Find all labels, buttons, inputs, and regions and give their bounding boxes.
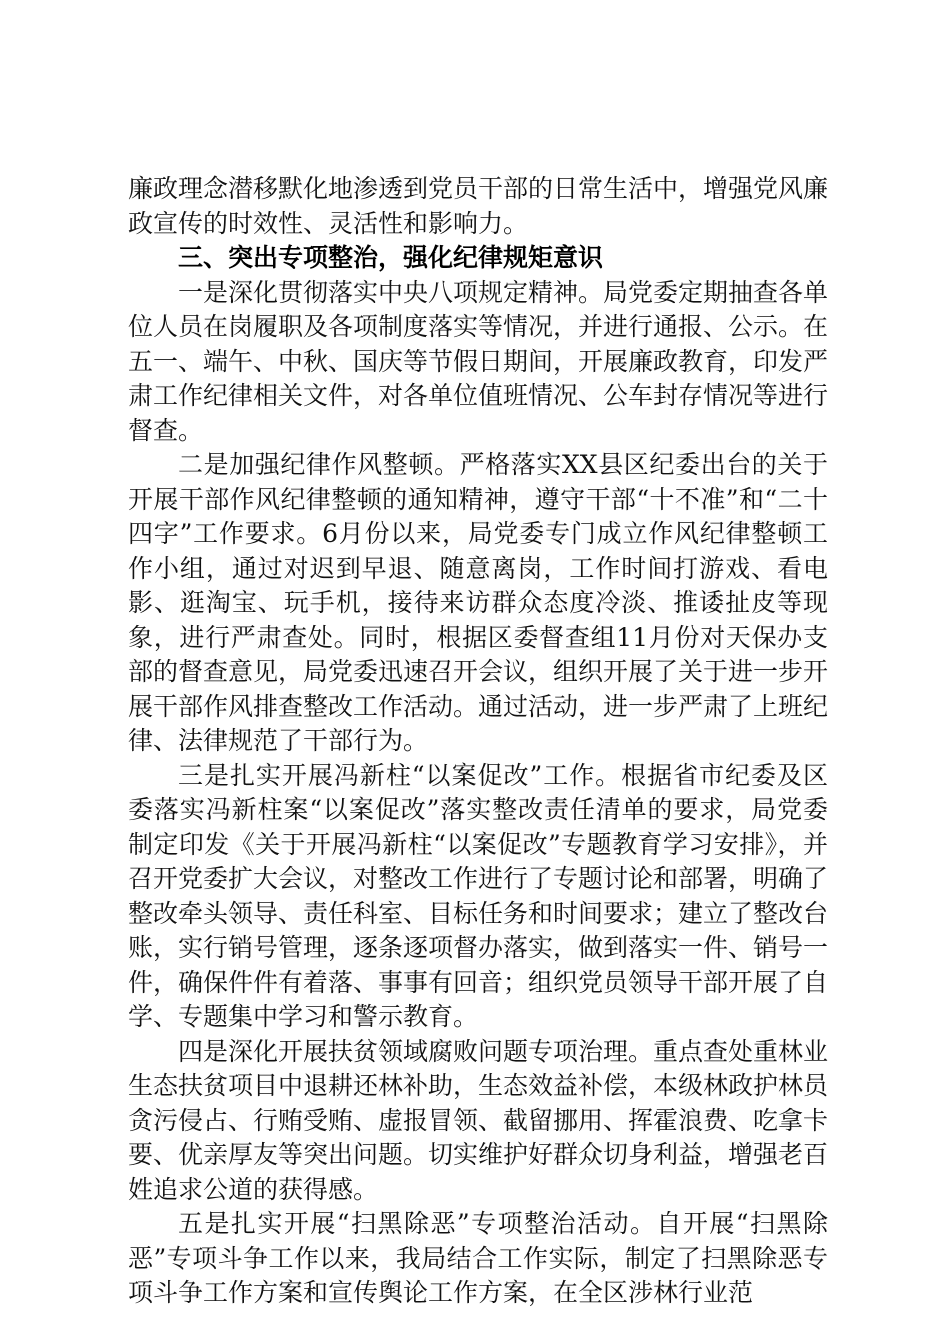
document-body (128, 172, 828, 1311)
paragraph-5: 五是扎实开展“扫黑除恶”专项整治活动。自开展“扫黑除恶”专项斗争工作以来，我局结合工作实际，制定了扫黑除恶专项斗争工作方案和宣传舆论工作方案，在全区涉林行业范 (128, 1209, 828, 1307)
paragraph-4: 四是深化开展扶贫领域腐败问题专项治理。重点查处重林业生态扶贫项目中退耕还林补助，生态效益补偿，本级林政护林员贪污侵占、行贿受贿、虚报冒领、截留挪用、挥霍浪费、吃拿卡要、优亲厚友等突出问题。切实维护好群众切身利益，增强老百姓追求公道的获得感。 (128, 1036, 829, 1204)
continuation-paragraph: 廉政理念潜移默化地渗透到党员干部的日常生活中，增强党风廉政宣传的时效性、灵活性和影响力。 (128, 174, 829, 238)
section-heading: 三、突出专项整治，强化纪律规矩意识 (178, 243, 604, 272)
paragraph-1: 一是深化贯彻落实中央八项规定精神。局党委定期抽查各单位人员在岗履职及各项制度落实等情况，并进行通报、公示。在五一、端午、中秋、国庆等节假日期间，开展廉政教育，印发严肃工作纪律相关文件，对各单位值班情况、公车封存情况等进行督查。 (128, 277, 829, 445)
paragraph-3: 三是扎实开展冯新柱“以案促改”工作。根据省市纪委及区委落实冯新柱案“以案促改”落实整改责任清单的要求，局党委制定印发《关于开展冯新柱“以案促改”专题教育学习安排》，并召开党委扩大会议，对整改工作进行了专题讨论和部署，明确了整改牵头领导、责任科室、目标任务和时间要求；建立了整改台账，实行销号管理，逐条逐项督办落实，做到落实一件、销号一件，确保件件有着落、事事有回音；组织党员领导干部开展了自学、专题集中学习和警示教育。 (128, 760, 829, 1031)
paragraph-2: 二是加强纪律作风整顿。严格落实XX县区纪委出台的关于开展干部作风纪律整顿的通知精神，遵守干部“十不准”和“二十四字”工作要求。6月份以来，局党委专门成立作风纪律整顿工作小组，通过对迟到早退、随意离岗，工作时间打游戏、看电影、逛淘宝、玩手机，接待来访群众态度冷淡、推诿扯皮等现象，进行严肃查处。同时，根据区委督查组11月份对天保办支部的督查意见，局党委迅速召开会议，组织开展了关于进一步开展干部作风排查整改工作活动。通过活动，进一步严肃了上班纪律、法律规范了干部行为。 (128, 450, 829, 755)
